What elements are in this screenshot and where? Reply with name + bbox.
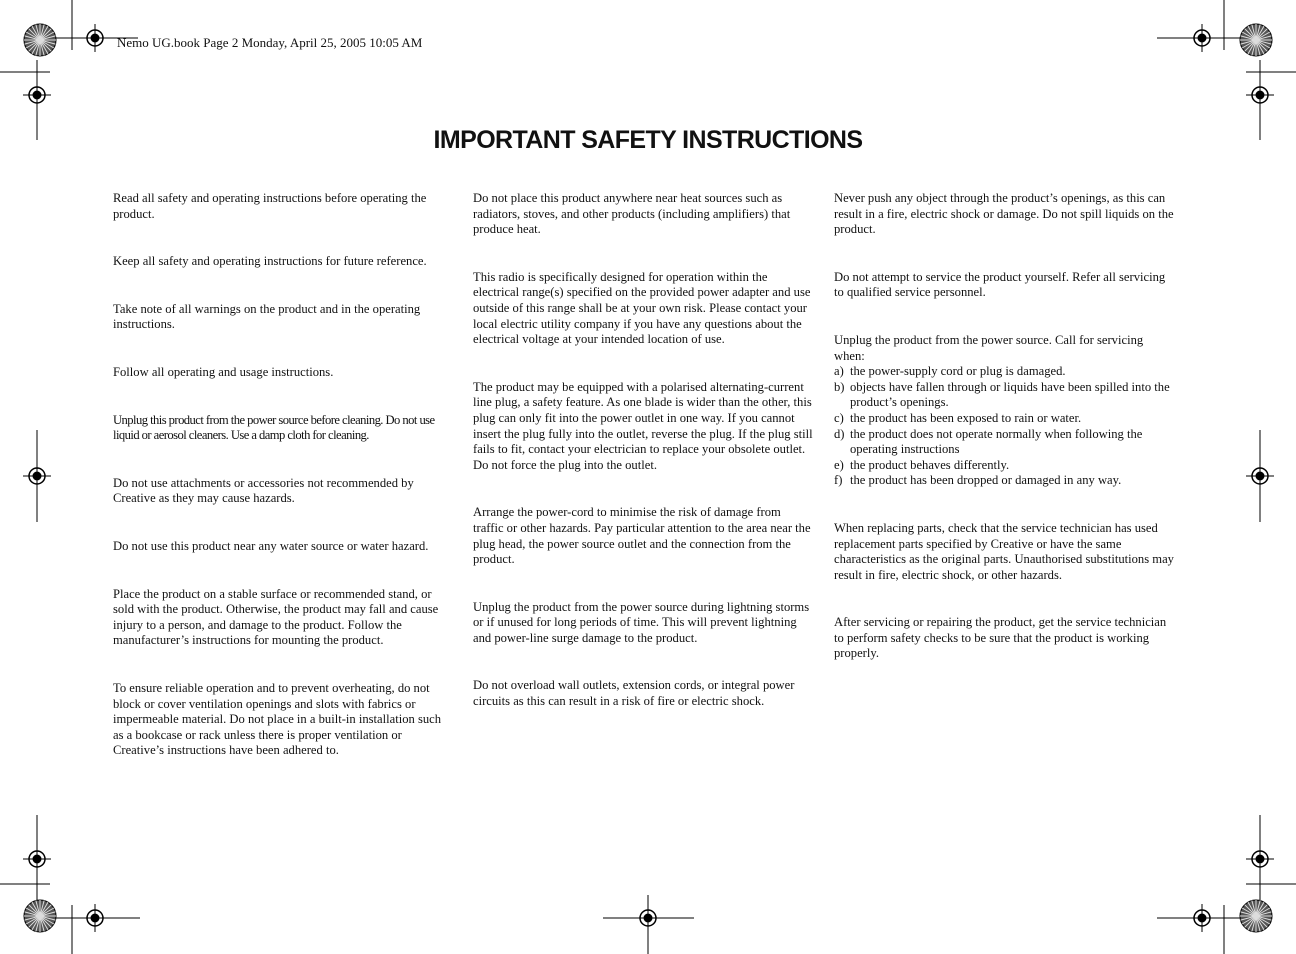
instruction-paragraph: Follow all operating and usage instructions. xyxy=(113,364,334,379)
list-item-text: the product behaves differently. xyxy=(850,457,1010,472)
instruction-paragraph: The product may be equipped with a polarised alternating-current line plug, a safety feature. As one blade is wider than the other, this plug can only fit into the power outlet in one way. If you cannot insert the plug fully into the outlet, reverse the plug. If the plug still fails to fit, contact your electrician to replace your obsolete outlet. Do not force the plug into the outlet. xyxy=(473,379,813,472)
instruction-paragraph: Do not use attachments or accessories not recommended by Creative as they may cause hazards. xyxy=(113,475,414,506)
list-item-label: f) xyxy=(834,473,843,488)
instruction-paragraph: Unplug this product from the power source before cleaning. Do not use liquid or aerosol cleaners. Use a damp cloth for cleaning. xyxy=(113,412,435,443)
instruction-paragraph: Keep all safety and operating instructions for future reference. xyxy=(113,254,427,269)
instruction-paragraph: This radio is specifically designed for operation within the electrical range(s) specified on the provided power adapter and use outside of this range shall be at your own risk. Please contact your local electric utility company if you have any questions about the electrical voltage at your intended location of use. xyxy=(473,269,811,347)
list-item-text: the power-supply cord or plug is damaged. xyxy=(850,364,1066,379)
list-item-label: c) xyxy=(834,410,844,425)
registration-starburst-icon xyxy=(24,24,56,56)
registration-starburst-icon xyxy=(24,900,56,932)
instruction-paragraph: Do not attempt to service the product yourself. Refer all servicing to qualified service personnel. xyxy=(834,269,1166,300)
instruction-paragraph: To ensure reliable operation and to prevent overheating, do not block or cover ventilation openings and slots with fabrics or impermeable material. Do not place in a built-in installation such as a bookcase or rack unless there is proper ventilation or Creative’s instructions have been adhered to. xyxy=(113,680,442,758)
list-item xyxy=(834,473,1174,489)
page-title: IMPORTANT SAFETY INSTRUCTIONS xyxy=(433,126,863,154)
column-2 xyxy=(473,191,813,710)
instruction-paragraph: Take note of all warnings on the product and in the operating instructions. xyxy=(113,301,421,332)
list-item-text: the product does not operate normally when following the operating instructions xyxy=(850,426,1143,457)
instruction-paragraph: After servicing or repairing the product, get the service technician to perform safety checks to be sure that the product is working properly. xyxy=(834,615,1167,661)
column-3 xyxy=(834,191,1174,662)
list-item xyxy=(834,411,1174,427)
instruction-paragraph: Place the product on a stable surface or recommended stand, or sold with the product. Otherwise, the product may fall and cause injury to a person, and damage to the product. Follow the manufacturer’s instructions for mounting the product. xyxy=(113,586,439,648)
column-1 xyxy=(113,191,453,759)
print-header: Nemo UG.book Page 2 Monday, April 25, 2005 10:05 AM xyxy=(117,35,423,50)
list-item-label: e) xyxy=(834,457,844,472)
list-item xyxy=(834,427,1174,458)
list-item xyxy=(834,364,1174,380)
list-item-text: objects have fallen through or liquids have been spilled into the product’s openings. xyxy=(850,379,1170,410)
instruction-paragraph: Unplug the product from the power source during lightning storms or if unused for long periods of time. This will prevent lightning and power-line surge damage to the product. xyxy=(473,599,810,645)
list-item-text: the product has been dropped or damaged in any way. xyxy=(850,473,1122,488)
list-item xyxy=(834,380,1174,411)
list-item-label: a) xyxy=(834,364,844,379)
registration-starburst-icon xyxy=(1240,900,1272,932)
servicing-intro: Unplug the product from the power source. Call for servicing when: xyxy=(834,332,1144,363)
instruction-paragraph: Do not use this product near any water source or water hazard. xyxy=(113,538,429,553)
instruction-paragraph: Do not place this product anywhere near heat sources such as radiators, stoves, and other products (including amplifiers) that produce heat. xyxy=(473,191,791,237)
instruction-paragraph: When replacing parts, check that the service technician has used replacement parts specified by Creative or have the same characteristics as the original parts. Unauthorised substitutions may result in fire, electric shock, or other hazards. xyxy=(834,520,1174,582)
list-item-text: the product has been exposed to rain or water. xyxy=(850,410,1082,425)
list-item-label: b) xyxy=(834,379,845,394)
servicing-conditions-list xyxy=(834,364,1174,489)
list-item xyxy=(834,458,1174,474)
instruction-paragraph: Read all safety and operating instructions before operating the product. xyxy=(113,191,427,221)
registration-starburst-icon xyxy=(1240,24,1272,56)
list-item-label: d) xyxy=(834,426,845,441)
instruction-paragraph: Never push any object through the product’s openings, as this can result in a fire, electric shock or damage. Do not spill liquids on the product. xyxy=(834,191,1174,237)
instruction-paragraph: Arrange the power-cord to minimise the risk of damage from traffic or other hazards. Pay particular attention to the area near the plug head, the power source outlet and the connection from the product. xyxy=(473,505,811,567)
instruction-paragraph: Do not overload wall outlets, extension cords, or integral power circuits as this can result in a risk of fire or electric shock. xyxy=(473,678,795,709)
